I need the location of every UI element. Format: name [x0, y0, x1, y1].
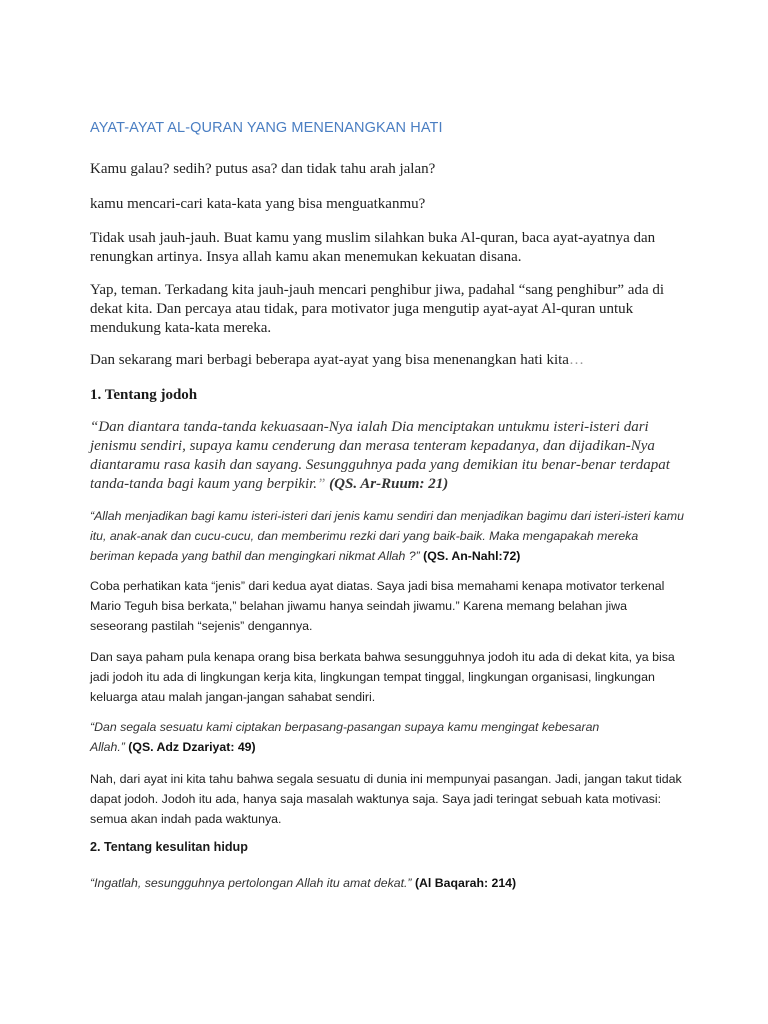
- quote-1-close: ”: [317, 476, 326, 492]
- quote-3-reference: (QS. Adz Dzariyat: 49): [128, 740, 256, 754]
- intro-paragraph-5: [90, 351, 690, 370]
- quote-3-text: “Dan segala sesuatu kami ciptakan berpasang-pasangan supaya kamu mengingat kebesaran Allah.”: [90, 720, 600, 754]
- intro-paragraph-1: Kamu galau? sedih? putus asa? dan tidak tahu arah jalan?: [90, 161, 436, 177]
- intro-paragraph-2: kamu mencari-cari kata-kata yang bisa menguatkanmu?: [90, 196, 426, 212]
- section-2-heading: 2. Tentang kesulitan hidup: [90, 840, 248, 854]
- section-2-quote-1: [90, 873, 690, 893]
- section-1-heading: 1. Tentang jodoh: [90, 387, 198, 403]
- section-1-paragraph-1: Coba perhatikan kata “jenis” dari kedua ayat diatas. Saya jadi bisa memahami kenapa motivator terkenal Mario Teguh bisa berkata,” belahan jiwamu hanya seindah jiwamu.” Karena memang belahan jiwa seseorang pastilah “sejenis” dengannya.: [90, 579, 665, 633]
- intro-paragraph-3: Tidak usah jauh-jauh. Buat kamu yang muslim silahkan buka Al-quran, baca ayat-ayatnya dan renungkan artinya. Insya allah kamu akan menemukan kekuatan disana.: [90, 230, 656, 265]
- ellipsis: …: [568, 352, 584, 368]
- quote-1-text: “Dan diantara tanda-tanda kekuasaan-Nya ialah Dia menciptakan untukmu isteri-isteri dari jenismu sendiri, supaya kamu cenderung dan merasa tenteram kepadanya, dan dijadikan-Nya diantaramu rasa kasih dan sayang. Sesungguhnya pada yang demikian itu benar-benar terdapat tanda-tanda bagi kaum yang berpikir.: [90, 419, 670, 492]
- section-1-quote-3: [90, 717, 630, 757]
- section-1-quote-1: [90, 418, 685, 494]
- section-2-quote-1-text: “Ingatlah, sesungguhnya pertolongan Allah itu amat dekat.”: [90, 876, 412, 890]
- section-1-paragraph-3: Nah, dari ayat ini kita tahu bahwa segala sesuatu di dunia ini mempunyai pasangan. Jadi, jangan takut tidak dapat jodoh. Jodoh itu ada, hanya saja masalah waktunya saja. Saya jadi teringat sebuah kata motivasi: semua akan indah pada waktunya.: [90, 772, 682, 826]
- quote-2-text: “Allah menjadikan bagi kamu isteri-isteri dari jenis kamu sendiri dan menjadikan bagimu dari isteri-isteri kamu itu, anak-anak dan cucu-cucu, dan memberimu rezki dari yang baik-baik. Maka mengapakah mereka beriman kepada yang bathil dan mengingkari nikmat Allah ?”: [90, 509, 684, 563]
- quote-2-reference: (QS. An-Nahl:72): [423, 549, 521, 563]
- section-2-quote-1-reference: (Al Baqarah: 214): [414, 876, 517, 890]
- intro-paragraph-4: Yap, teman. Terkadang kita jauh-jauh mencari penghibur jiwa, padahal “sang penghibur” ada di dekat kita. Dan percaya atau tidak, para motivator juga mengutip ayat-ayat Al-quran untuk mendukung kata-kata mereka.: [90, 282, 665, 336]
- quote-1-reference: (QS. Ar-Ruum: 21): [329, 476, 449, 492]
- section-1-quote-2: [90, 506, 685, 566]
- document-title: AYAT-AYAT AL-QURAN YANG MENENANGKAN HATI: [90, 120, 443, 136]
- section-1-paragraph-2: Dan saya paham pula kenapa orang bisa berkata bahwa sesungguhnya jodoh itu ada di dekat kita, ya bisa jadi jodoh itu ada di lingkungan kerja kita, lingkungan tempat tinggal, lingkungan organisasi, lingkungan keluarga atau malah jangan-jangan sahabat sendiri.: [90, 650, 675, 704]
- intro-paragraph-5-text: Dan sekarang mari berbagi beberapa ayat-ayat yang bisa menenangkan hati kita: [90, 352, 569, 368]
